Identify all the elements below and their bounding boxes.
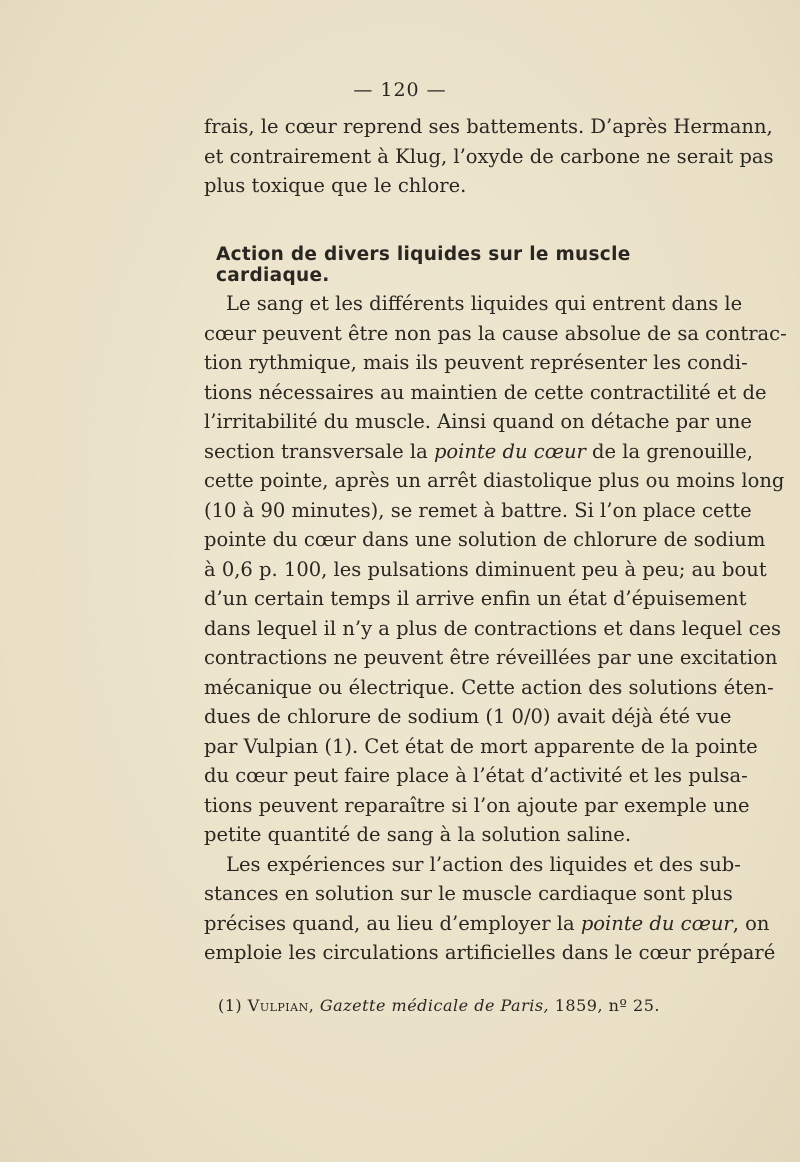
text-line: et contrairement à Klug, l’oxyde de carbone ne serait pas — [204, 144, 774, 168]
footnote-author: Vulpian, — [247, 996, 315, 1015]
text-line: emploie les circulations artificielles dans le cœur préparé — [204, 941, 776, 964]
text-line: cette pointe, après un arrêt diastolique plus ou moins long — [204, 469, 785, 492]
section-heading: Action de divers liquides sur le muscle cardiaque. — [216, 244, 631, 286]
text-line: petite quantité de sang à la solution saline. — [204, 823, 632, 846]
footnote-marker: (1) — [218, 996, 243, 1015]
text-line: Le sang et les différents liquides qui entrent dans le — [226, 292, 743, 315]
paragraph-1 — [204, 112, 774, 201]
text-line: du cœur peut faire place à l’état d’activité et les pulsa- — [204, 764, 748, 787]
text-line: cœur peuvent être non pas la cause absolue de sa contrac- — [204, 321, 787, 345]
text-run: précises quand, au lieu d’employer la — [204, 911, 581, 935]
page-number: — 120 — — [353, 79, 447, 101]
text-line — [204, 909, 770, 939]
text-run: , on — [732, 911, 770, 935]
text-line: Les expériences sur l’action des liquides et des sub- — [226, 852, 741, 876]
text-line: plus toxique que le chlore. — [204, 174, 467, 197]
paragraph-3 — [204, 850, 776, 968]
text-line: l’irritabilité du muscle. Ainsi quand on détache par une — [204, 410, 752, 433]
text-line: (10 à 90 minutes), se remet à battre. Si l’on place cette — [204, 498, 752, 522]
text-line: stances en solution sur le muscle cardiaque sont plus — [204, 882, 733, 905]
text-line: tions peuvent reparaître si l’on ajoute par exemple une — [204, 793, 750, 817]
paragraph-2 — [204, 289, 787, 968]
footnote — [218, 996, 738, 1015]
text-line: tion rythmique, mais ils peuvent représenter les condi- — [204, 351, 748, 374]
footnote-journal: Gazette médicale de Paris, — [319, 996, 550, 1015]
text-line: par Vulpian (1). Cet état de mort apparente de la pointe — [204, 734, 758, 758]
italic-run: pointe du cœur — [580, 911, 733, 935]
text-line — [204, 437, 753, 467]
text-run: section transversale la — [204, 439, 434, 463]
text-line: contractions ne peuvent être réveillées par une excitation — [204, 646, 778, 669]
text-run: de la grenouille, — [585, 439, 753, 463]
text-line: frais, le cœur reprend ses battements. D’après Hermann, — [204, 115, 773, 138]
text-line: mécanique ou électrique. Cette action des solutions éten- — [204, 675, 774, 699]
text-line: à 0,6 p. 100, les pulsations diminuent peu à peu; au bout — [204, 557, 767, 581]
text-line: tions nécessaires au maintien de cette contractilité et de — [204, 380, 767, 404]
italic-run: pointe du cœur — [433, 439, 586, 463]
footnote-details: 1859, nº 25. — [554, 996, 660, 1015]
text-line: dans lequel il n’y a plus de contractions et dans lequel ces — [204, 616, 782, 640]
text-line: d’un certain temps il arrive enfin un état d’épuisement — [204, 587, 747, 610]
text-line: dues de chlorure de sodium (1 0/0) avait déjà été vue — [204, 705, 732, 728]
text-line: pointe du cœur dans une solution de chlorure de sodium — [204, 528, 766, 551]
